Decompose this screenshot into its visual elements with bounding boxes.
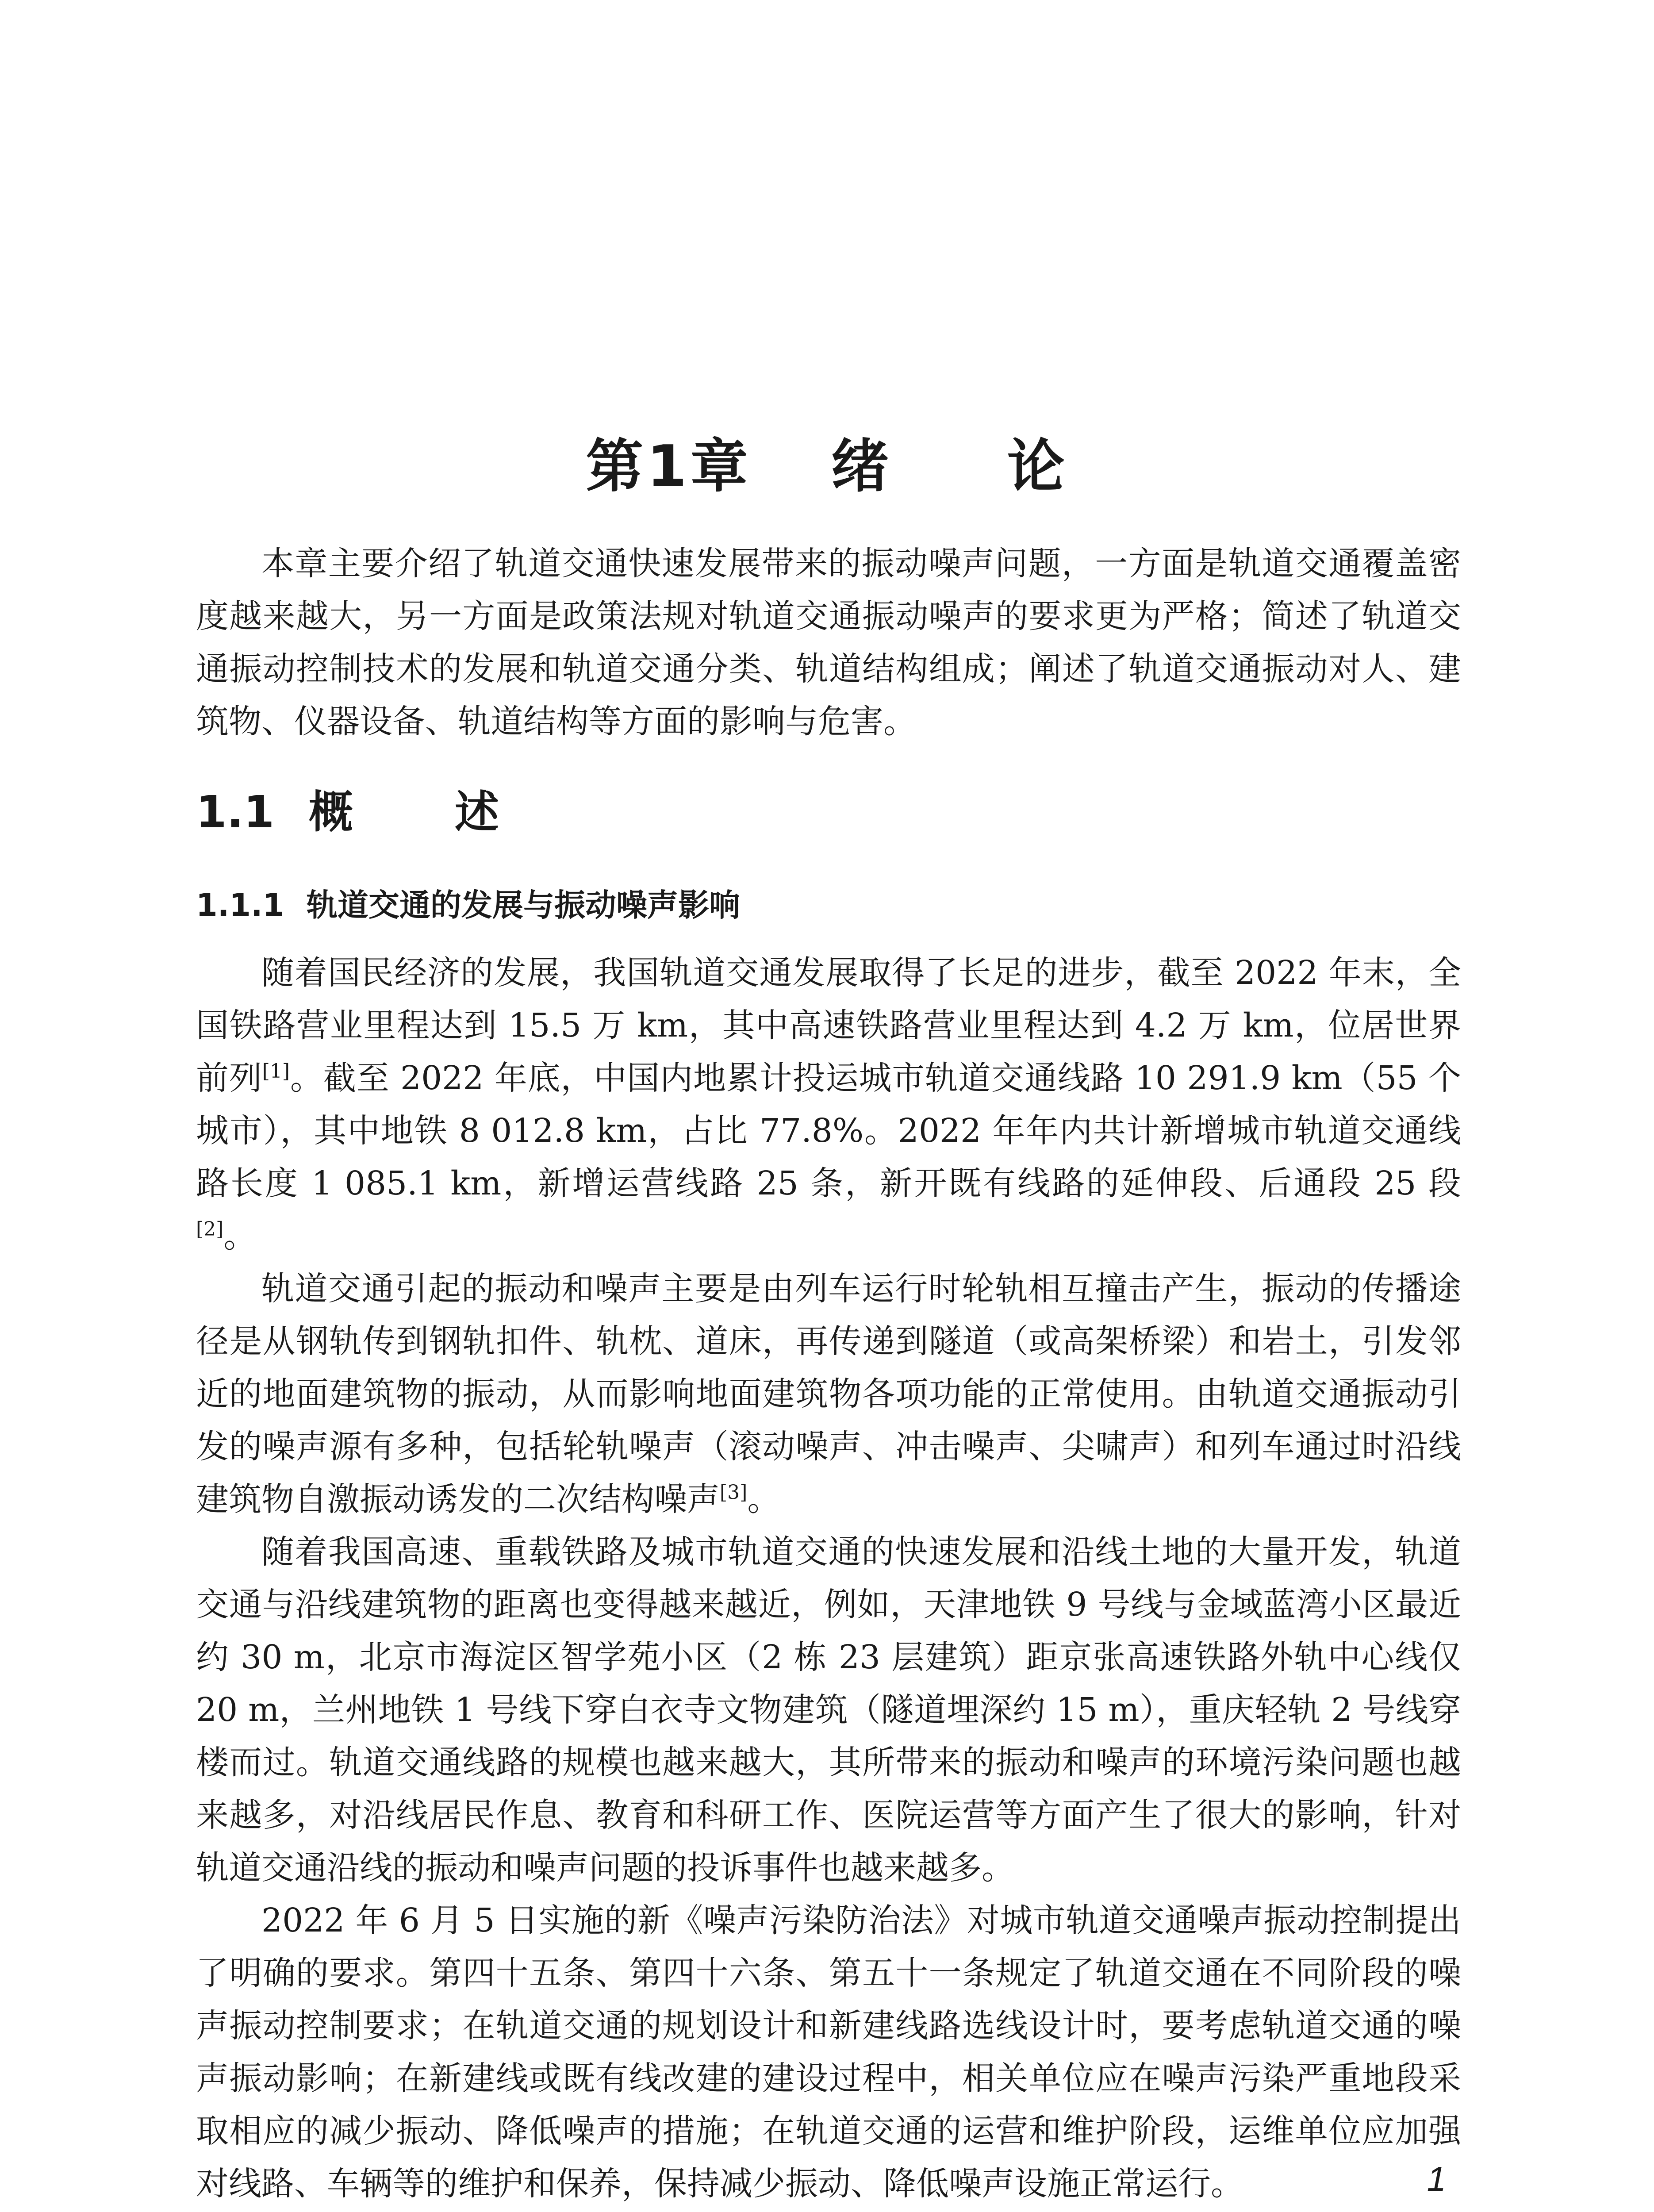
paragraph-4: 2022 年 6 月 5 日实施的新《噪声污染防治法》对城市轨道交通噪声振动控制提出了明确的要求。第四十五条、第四十六条、第五十一条规定了轨道交通在不同阶段的噪声振动控制要求；在轨道交通的规划设计和新建线路选线设计时，要考虑轨道交通的噪声振动影响；在新建线或既有线改建的建设过程中，相关单位应在噪声污染严重地段采取相应的减少振动、降低噪声的措施；在轨道交通的运营和维护阶段，运维单位应加强对线路、车辆等的维护和保养，保持减少振动、降低噪声设施正常运行。 [196,1901,1461,2203]
paragraph-2-text-a: 轨道交通引起的振动和噪声主要是由列车运行时轮轨相互撞击产生，振动的传播途径是从钢轨传到钢轨扣件、轨枕、道床，再传递到隧道（或高架桥梁）和岩土，引发邻近的地面建筑物的振动，从而影响地面建筑物各项功能的正常使用。由轨道交通振动引发的噪声源有多种，包括轮轨噪声（滚动噪声、冲击噪声、尖啸声）和列车通过时沿线建筑物自激振动诱发的二次结构噪声 [196,1270,1461,1518]
chapter-title-char-1: 绪 [831,433,892,500]
citation-1: [1] [262,1060,290,1083]
citation-3: [3] [720,1481,748,1504]
subsection-title: 轨道交通的发展与振动噪声影响 [307,887,740,923]
body-text [196,947,1461,2212]
section-title-char-2: 述 [455,786,499,838]
section-number: 1.1 [196,786,275,838]
chapter-title-char-2: 论 [1007,433,1068,500]
section-heading [196,776,499,840]
paragraph-1-text-c: 。 [223,1217,257,1255]
paragraph-1 [196,947,1461,1263]
paragraph-1-text-b: 。截至 2022 年底，中国内地累计投运城市轨道交通线路 10 291.9 km（55 个城市），其中地铁 8 012.8 km，占比 77.8%。2022 年年内共计新增城市轨道交通线路长度 1 085.1 km，新增运营线路 25 条，新开既有线路的延伸段、后通段 25 段 [196,1059,1462,1202]
page-number: 1 [1427,2159,1446,2198]
paragraph-2 [196,1263,1461,1526]
chapter-label: 第1章 [586,433,752,500]
paragraph-5 [196,2210,1461,2212]
paragraph-3: 随着我国高速、重载铁路及城市轨道交通的快速发展和沿线土地的大量开发，轨道交通与沿线建筑物的距离也变得越来越近，例如，天津地铁 9 号线与金域蓝湾小区最近约 30 m，北京市海淀区智学苑小区（2 栋 23 层建筑）距京张高速铁路外轨中心线仅 20 m，兰州地铁 1 号线下穿白衣寺文物建筑（隧道埋深约 15 m），重庆轻轨 2 号线穿楼而过。轨道交通线路的规模也越来越大，其所带来的振动和噪声的环境污染问题也越来越多，对沿线居民作息、教育和科研工作、医院运营等方面产生了很大的影响，针对轨道交通沿线的振动和噪声问题的投诉事件也越来越多。 [196,1533,1461,1887]
section-title-char-1: 概 [309,786,353,838]
chapter-intro [196,538,1461,748]
paragraph-2-text-b: 。 [747,1480,780,1518]
subsection-heading [196,880,740,925]
paragraph-1-text-a: 随着国民经济的发展，我国轨道交通发展取得了长足的进步，截至 2022 年末，全国铁路营业里程达到 15.5 万 km，其中高速铁路营业里程达到 4.2 万 km，位居世界前列 [196,954,1461,1097]
chapter-title [0,420,1654,503]
subsection-number: 1.1.1 [196,887,284,923]
intro-paragraph: 本章主要介绍了轨道交通快速发展带来的振动噪声问题，一方面是轨道交通覆盖密度越来越大，另一方面是政策法规对轨道交通振动噪声的要求更为严格；简述了轨道交通振动控制技术的发展和轨道交通分类、轨道结构组成；阐述了轨道交通振动对人、建筑物、仪器设备、轨道结构等方面的影响与危害。 [196,545,1461,741]
citation-2: [2] [196,1218,224,1240]
